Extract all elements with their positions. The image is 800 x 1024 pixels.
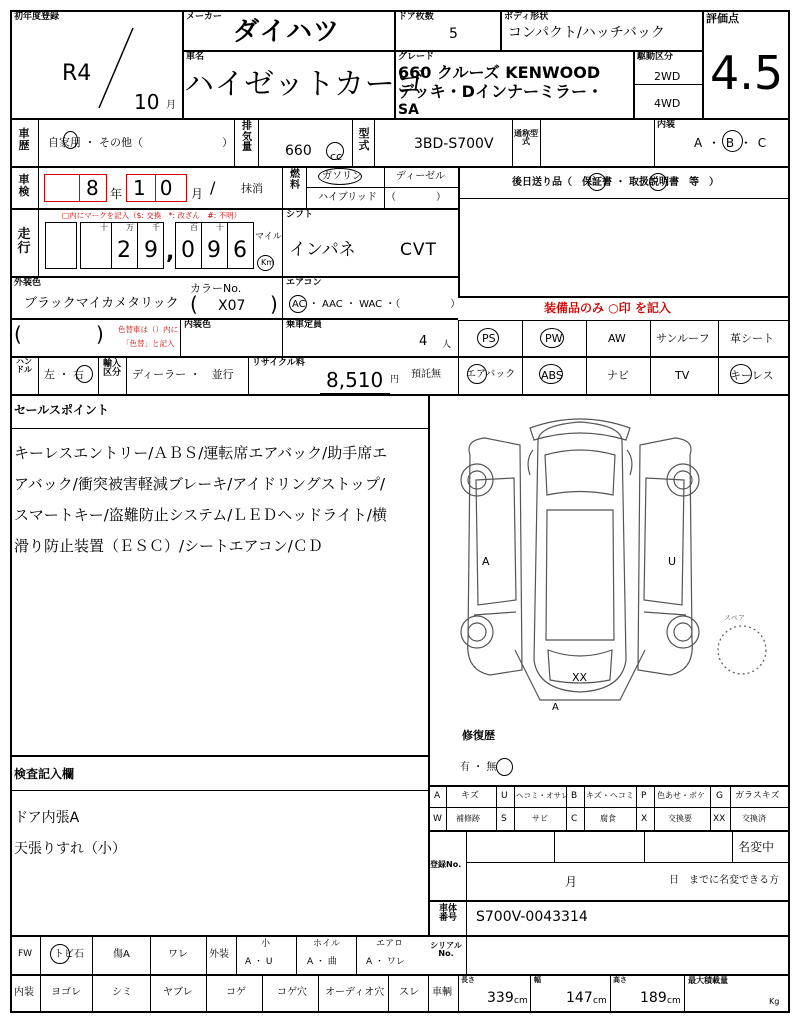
doors-label: ドア枚数 — [398, 12, 434, 22]
rule — [10, 974, 790, 976]
rule — [262, 974, 263, 1013]
rule — [718, 320, 719, 394]
shift-position: インパネ — [289, 240, 356, 260]
rule — [282, 276, 283, 318]
unit-juu: 十 — [216, 223, 224, 232]
capacity-label: 乗車定員 — [286, 320, 323, 330]
rule — [654, 785, 655, 830]
rule — [38, 356, 39, 394]
recycle-label: リサイクル料 — [252, 358, 305, 368]
equip-abs-circle — [539, 364, 563, 384]
rule — [644, 830, 645, 862]
naiso-shimi: シミ — [112, 987, 132, 998]
aircon-label: エアコン — [286, 278, 322, 288]
rule — [296, 935, 297, 974]
legend-s-code: S — [501, 814, 507, 824]
equip-navi: ナビ — [607, 369, 629, 382]
rule — [150, 974, 151, 1013]
gaiso-label: 外装 — [209, 949, 229, 960]
mileage-digit-6: 6 — [233, 238, 247, 263]
legend-a-code: A — [434, 791, 441, 801]
legend-u-code: U — [501, 791, 508, 801]
rule — [458, 320, 790, 321]
grade-line3: SA — [398, 102, 419, 118]
drive-label: 駆動区分 — [637, 52, 674, 62]
rule — [428, 974, 429, 1013]
inspection-line-2: 天張りすれ（小） — [14, 841, 126, 857]
unit-sen: 千 — [152, 223, 160, 232]
body-value: コンパクト/ハッチバック — [508, 25, 665, 41]
load-label: 最大積載量 — [688, 976, 728, 985]
handle-circle — [76, 365, 93, 383]
legend-a-text: キズ — [461, 791, 479, 801]
sales-title: セールスポイント — [14, 403, 109, 417]
rule — [584, 785, 585, 830]
unit-km: Km — [261, 258, 275, 267]
cc-circle — [326, 142, 344, 163]
damage-mark-right: U — [668, 555, 677, 568]
chassis-value: S700V-0043314 — [476, 909, 588, 925]
grade-line1: 660 クルーズ KENWOOD — [398, 63, 601, 82]
meihen-day-note: 日 までに名変できる方 — [669, 875, 779, 886]
rule — [514, 785, 515, 830]
rule — [10, 790, 428, 791]
naiso-label: 内装 — [14, 987, 34, 998]
shift-type: CVT — [400, 240, 437, 260]
equip-pw-circle — [540, 328, 564, 348]
serial-label: シリアルNo. — [430, 941, 462, 959]
shaken-label: 車検 — [18, 173, 30, 198]
capacity-unit: 人 — [442, 340, 452, 350]
slash-sep: / — [210, 178, 216, 197]
rule — [512, 118, 513, 166]
mileage-digit-3: 9 — [144, 238, 158, 263]
exterior-label: 外装色 — [14, 278, 42, 288]
meihen-label: 名変中 — [738, 840, 775, 854]
rule — [126, 356, 127, 394]
group-aero-title: エアロ — [376, 939, 404, 949]
rule — [633, 84, 702, 85]
shaken-month: 10 — [133, 176, 187, 200]
repair-circle — [496, 758, 513, 776]
meihen-month-unit: 月 — [565, 875, 578, 889]
rule — [234, 118, 235, 166]
history-close: ） — [222, 136, 233, 149]
color-no-open: ( — [190, 292, 198, 316]
exterior-value: ブラックマイカメタリック — [24, 296, 179, 311]
mileage-note: □内にマークを記入（$: 交換 *: 改ざん #: 不明） — [62, 211, 242, 220]
damage-mark-bottom: A — [552, 702, 559, 713]
legend-g-code: G — [716, 791, 723, 801]
legend-s-text: サビ — [532, 814, 548, 823]
legend-w-text: 補修跡 — [456, 814, 480, 823]
rule — [38, 118, 39, 166]
year-unit: 年 — [110, 187, 123, 201]
rule — [10, 276, 458, 278]
rule — [466, 935, 467, 974]
history-circle — [63, 131, 78, 149]
load-unit: Kg — [769, 997, 780, 1006]
massho: 抹消 — [241, 182, 263, 195]
rule — [374, 118, 375, 166]
mileage-digit-5: 9 — [207, 238, 221, 263]
length-value: 339 — [487, 990, 514, 1006]
legend-w-code: W — [433, 814, 442, 824]
post-doc: 後日送り品（ 保証書 ・ 取扱説明書 等 ） — [512, 177, 719, 188]
legend-xx-code: XX — [713, 814, 726, 824]
fuel-gasoline: ガソリン — [322, 171, 362, 182]
rule — [654, 118, 655, 166]
rule — [500, 10, 502, 50]
interior-circle — [722, 130, 743, 152]
grade-line2: デッキ・Dインナーミラー・ — [398, 82, 603, 101]
mileage-digit-4: 0 — [181, 238, 195, 263]
naiso-koge: コゲ — [226, 987, 246, 998]
post-doc-circle-1 — [588, 173, 606, 191]
mileage-label: 走行 — [17, 227, 31, 256]
import-label: 輸入区分 — [102, 359, 121, 379]
rule — [10, 755, 428, 757]
naiso-kogeana: コゲ穴 — [277, 987, 307, 998]
damage-mark-rear: XX — [572, 671, 588, 684]
width-value: 147 — [566, 990, 593, 1006]
legend-c-code: C — [571, 814, 578, 824]
spare-label: スペア — [724, 614, 745, 622]
equip-abs: ABS — [541, 369, 563, 382]
rule — [466, 830, 467, 900]
equip-airbag: エアバック — [466, 369, 516, 380]
repair-value: 有 ・ 無 — [460, 762, 497, 773]
model-label: 型式 — [358, 127, 370, 152]
first-reg-month-unit: 月 — [166, 100, 176, 111]
rule — [522, 320, 523, 394]
grade-label: グレード — [398, 52, 435, 62]
rule — [10, 208, 458, 210]
rule — [428, 900, 790, 902]
height-unit: cm — [667, 996, 681, 1006]
color-change-close: ) — [96, 322, 104, 346]
rule — [248, 356, 249, 394]
fw-label: FW — [18, 949, 33, 959]
sales-line-1: キーレスエントリー/ＡＢＳ/運転席エアバック/助手席エ — [14, 444, 388, 462]
mileage-digit-2: 2 — [117, 238, 131, 263]
history-value: 自家用 ・ その他（ — [48, 136, 143, 149]
rule — [684, 974, 685, 1013]
fuel-circle — [318, 168, 362, 185]
sales-line-4: 滑り防止装置（ＥＳＣ）/シートエアコン/ＣＤ — [14, 537, 323, 555]
legend-x-text: 交換要 — [668, 814, 692, 823]
rule — [258, 118, 259, 166]
color-change-note-1: 色替車は（）内に — [118, 325, 178, 334]
aircon-value: AC ・ AAC ・ WAC ・（ ） — [292, 299, 461, 310]
equip-tv: TV — [675, 369, 690, 382]
fuel-hybrid: ハイブリッド — [318, 192, 377, 203]
shaken-box-empty — [44, 174, 80, 202]
interior-color-label: 内装色 — [184, 320, 212, 330]
rule — [182, 50, 702, 52]
equip-pw: PW — [545, 332, 563, 345]
naiso-yabure: ヤブレ — [163, 987, 193, 998]
rule — [428, 785, 790, 787]
color-no-value: X07 — [218, 298, 246, 314]
width-unit: cm — [593, 996, 607, 1006]
inspection-title: 検査記入欄 — [14, 767, 75, 781]
rule — [496, 785, 497, 830]
naiso-audio: オーディオ穴 — [325, 987, 385, 998]
rule — [10, 394, 790, 396]
rule — [10, 318, 458, 320]
rule — [10, 356, 790, 358]
width-label: 幅 — [534, 976, 541, 984]
capacity-value: 4 — [419, 334, 428, 349]
rule — [206, 974, 207, 1013]
legend-p-text: 色あせ・ボケ — [657, 791, 705, 800]
chassis-label: 車体番号 — [438, 904, 457, 924]
inspection-line-1: ドア内張A — [14, 810, 80, 826]
recycle-underline — [320, 393, 390, 394]
cc-unit: cc — [330, 150, 343, 163]
rule — [446, 785, 447, 830]
legend-x-code: X — [641, 814, 648, 824]
drive-2wd: 2WD — [654, 70, 681, 83]
carname-label: 車名 — [186, 52, 205, 62]
legend-b-code: B — [571, 791, 578, 801]
rule — [306, 187, 458, 188]
rule — [98, 356, 99, 394]
handle-label: ハンドル — [16, 357, 32, 375]
rule — [458, 974, 459, 1013]
rule — [636, 785, 637, 830]
fw-kizu: 傷A — [113, 949, 130, 960]
rule — [458, 166, 460, 296]
recycle-unit: 円 — [390, 375, 400, 385]
first-reg-era: R4 — [62, 61, 92, 86]
equip-sunroof: サンルーフ — [656, 332, 710, 345]
unit-man: 万 — [126, 223, 134, 232]
equip-aw: AW — [608, 332, 626, 345]
maker-value: ダイハツ — [233, 17, 340, 47]
body-label: ボディ形状 — [504, 12, 549, 22]
sales-line-3: スマートキー/盗難防止システム/ＬＥＤヘッドライト/横 — [14, 506, 387, 524]
equip-title: 装備品のみ ○印 を記入 — [544, 301, 671, 315]
doors-value: 5 — [449, 26, 458, 42]
handle-value: 左 ・ 右 — [44, 368, 84, 381]
equip-leather: 革シート — [730, 332, 774, 345]
rule — [10, 428, 428, 429]
rule — [282, 318, 283, 356]
post-doc-circle-2 — [649, 173, 667, 191]
rule — [530, 974, 531, 1013]
damage-mark-left: A — [482, 555, 490, 568]
rule — [610, 974, 611, 1013]
rule — [540, 118, 541, 166]
km-circle — [257, 255, 274, 271]
rule — [428, 830, 790, 832]
rule — [38, 166, 39, 208]
recycle-value: 8,510 — [326, 368, 384, 392]
naiso-yogore: ヨゴレ — [51, 987, 81, 998]
rule — [92, 935, 93, 974]
tsusho-label: 通称型式 — [514, 129, 538, 147]
fw-tobiishi: トビ石 — [54, 949, 84, 960]
rule — [710, 785, 711, 830]
registration-label: 登録No. — [430, 860, 462, 869]
group-wheel-title: ホイル — [313, 939, 341, 949]
fw-ware: ワレ — [168, 949, 188, 960]
legend-p-code: P — [641, 791, 647, 801]
rule — [180, 318, 181, 356]
rule — [458, 198, 790, 199]
rule — [352, 118, 353, 166]
rule — [236, 935, 237, 974]
repair-label: 修復歴 — [462, 729, 495, 742]
group-small-values: A ・ U — [245, 957, 273, 967]
rule — [40, 935, 41, 1013]
carname-value: ハイゼットカーゴ — [184, 67, 426, 102]
first-reg-month: 10 — [134, 90, 160, 114]
rule — [38, 208, 39, 276]
rule — [466, 900, 467, 935]
legend-b-text: キズ・ヘコミ — [586, 791, 634, 800]
month-unit: 月 — [191, 187, 204, 201]
equip-ps-circle — [477, 328, 499, 348]
maker-label: メーカー — [186, 12, 222, 22]
legend-u-text: ヘコミ・オサレ — [516, 791, 569, 800]
legend-c-text: 腐食 — [600, 814, 616, 823]
aircon-circle — [289, 295, 307, 313]
rule — [384, 166, 385, 208]
sales-line-2: アバック/衝突被害軽減ブレーキ/アイドリングストップ/ — [14, 475, 386, 493]
color-change-open: ( — [14, 322, 22, 346]
equip-airbag-circle — [467, 364, 487, 384]
rule — [282, 166, 283, 208]
length-unit: cm — [514, 996, 528, 1006]
equip-ps: PS — [482, 332, 496, 345]
rule — [150, 935, 151, 974]
rule — [206, 935, 207, 974]
rule — [428, 807, 790, 808]
rule — [10, 935, 790, 937]
rule — [466, 862, 790, 863]
recycle-note: 預託無 — [411, 369, 441, 380]
interior-label: 内装 — [657, 120, 676, 130]
rule — [458, 320, 459, 394]
unit-mile: マイル — [255, 232, 282, 242]
rule — [650, 320, 651, 394]
color-change-note-2: 「色替」と記入 — [122, 339, 175, 348]
mileage-comma: , — [166, 240, 175, 265]
first-reg-label: 初年度登録 — [14, 12, 60, 22]
dims-label: 車輌 — [432, 987, 452, 998]
unit-hyaku: 百 — [190, 223, 198, 232]
legend-g-text: ガラスキズ — [735, 791, 780, 801]
group-wheel-values: A ・ 曲 — [307, 957, 337, 967]
color-no-label: カラーNo. — [190, 282, 242, 295]
color-no-close: ) — [270, 292, 278, 316]
rule — [388, 974, 389, 1013]
rule — [92, 974, 93, 1013]
import-value: ディーラー ・ 並行 — [132, 368, 234, 381]
equip-keyless-circle — [730, 364, 752, 384]
rule — [586, 320, 587, 394]
rule — [458, 296, 790, 298]
length-label: 長さ — [461, 976, 475, 984]
height-label: 高さ — [613, 976, 627, 984]
legend-xx-text: 交換済 — [742, 814, 766, 823]
mileage-box-0 — [45, 222, 77, 269]
height-value: 189 — [640, 990, 667, 1006]
rule — [318, 974, 319, 1013]
rule — [356, 935, 357, 974]
equip-keyless: キーレス — [730, 369, 774, 382]
displacement-value: 660 — [285, 143, 312, 159]
rule — [10, 166, 790, 168]
unit-10man: 十 — [100, 223, 108, 232]
group-aero-values: A ・ ワレ — [366, 957, 405, 967]
rule — [732, 830, 733, 862]
naiso-sure: スレ — [399, 987, 419, 998]
model-value: 3BD-S700V — [414, 136, 494, 152]
fuel-label: 燃料 — [290, 169, 300, 191]
score-value: 4.5 — [710, 46, 784, 100]
fw-tobiishi-circle — [50, 944, 70, 964]
shaken-year: 8 — [86, 176, 99, 200]
history-label: 車歴 — [18, 127, 30, 152]
rule — [282, 208, 283, 276]
score-label: 評価点 — [706, 12, 739, 25]
rule — [730, 785, 731, 830]
interior-grades: A ・ B ・ C — [694, 136, 768, 150]
drive-4wd: 4WD — [654, 97, 681, 110]
fuel-other: （ ） — [386, 192, 446, 203]
rule — [702, 10, 704, 118]
fuel-diesel: ディーゼル — [396, 171, 445, 182]
rule — [554, 830, 555, 862]
shift-label: シフト — [286, 210, 314, 220]
group-small-title: 小 — [261, 939, 271, 949]
displacement-label: 排気量 — [242, 121, 252, 153]
